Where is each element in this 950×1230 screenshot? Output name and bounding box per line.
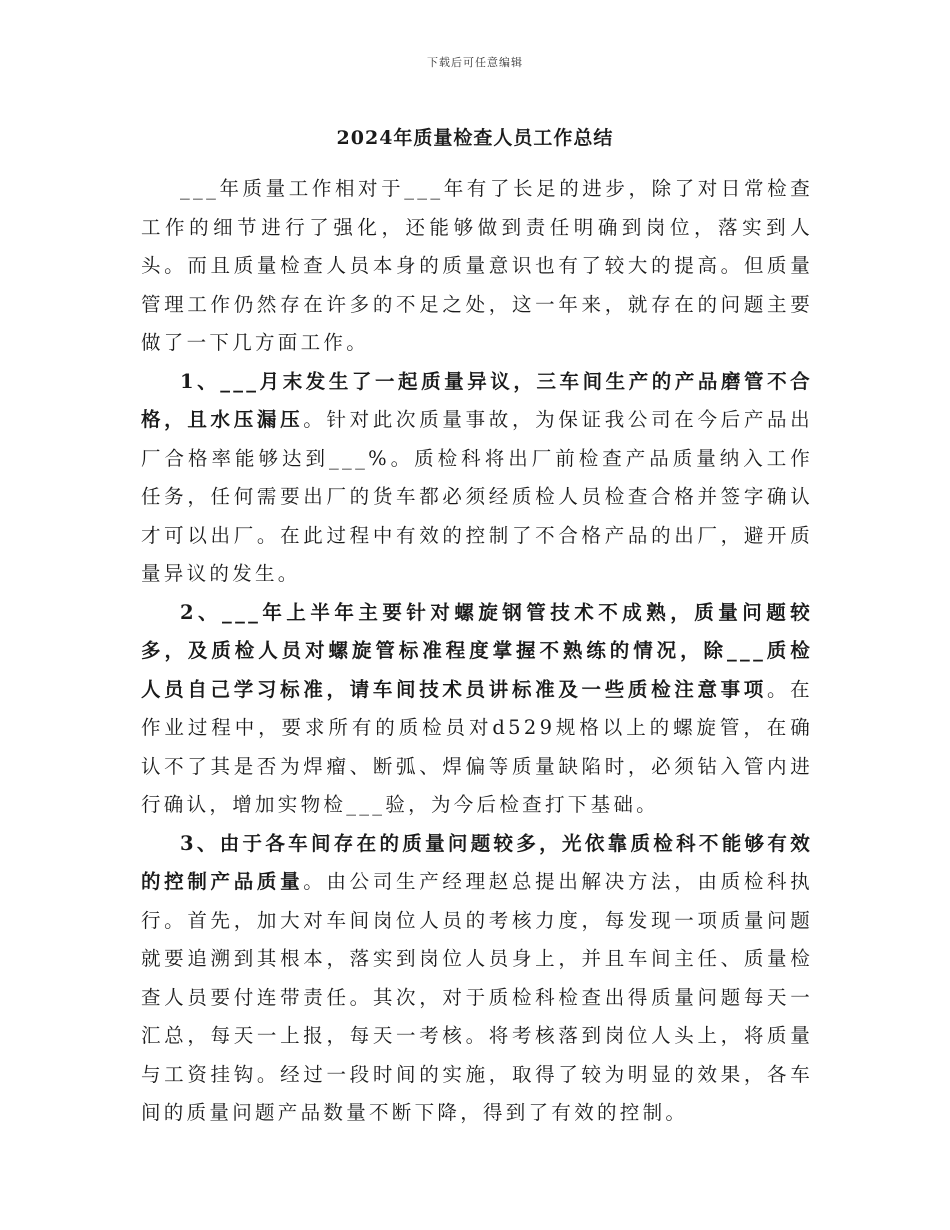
item-3-paragraph xyxy=(141,825,813,1133)
paragraph-text: ___年质量工作相对于___年有了长足的进步，除了对日常检查工作的细节进行了强化，还能够做到责任明确到岗位，落实到人头。而且质量检查人员本身的质量意识也有了较大的提高。但质量管理工作仍然存在许多的不足之处，这一年来，就存在的问题主要做了一下几方面工作。 xyxy=(141,177,813,354)
item-2-paragraph xyxy=(141,594,813,825)
item-1-lead: 1、___月末发生了一起质量异议，三车间生产的产品磨管不合格，且水压漏压 xyxy=(141,369,813,431)
header-note: 下载后可任意编辑 xyxy=(427,56,523,69)
item-2-lead: 2、___年上半年主要针对螺旋钢管技术不成熟，质量问题较多，及质检人员对螺旋管标准程度掌握不熟练的情况，除___质检人员自己学习标准，请车间技术员讲标准及一些质检注意事项 xyxy=(141,600,814,701)
item-2-text: 。在作业过程中，要求所有的质检员对d529规格以上的螺旋管，在确认不了其是否为焊瘤、断弧、焊偏等质量缺陷时，必须钻入管内进行确认，增加实物检___验，为今后检查打下基础。 xyxy=(141,677,813,816)
item-1-paragraph xyxy=(141,363,813,594)
intro-paragraph xyxy=(141,170,813,363)
item-3-lead: 3、由于各车间存在的质量问题较多，光依靠质检科不能够有效的控制产品质量 xyxy=(141,831,813,893)
item-3-text: 。由公司生产经理赵总提出解决方法，由质检科执行。首先，加大对车间岗位人员的考核力度，每发现一项质量问题就要追溯到其根本，落实到岗位人员身上，并且车间主任、质量检查人员要付连带责任。其次，对于质检科检查出得质量问题每天一汇总，每天一上报，每天一考核。将考核落到岗位人头上，将质量与工资挂钩。经过一段时间的实施，取得了较为明显的效果，各车间的质量问题产品数量不断下降，得到了有效的控制。 xyxy=(141,870,813,1124)
item-1-text: 。针对此次质量事故，为保证我公司在今后产品出厂合格率能够达到___%。质检科将出厂前检查产品质量纳入工作任务，任何需要出厂的货车都必须经质检人员检查合格并签字确认才可以出厂。在此过程中有效的控制了不合格产品的出厂，避开质量异议的发生。 xyxy=(141,408,813,585)
document-body xyxy=(141,170,813,1133)
document-title: 2024年质量检查人员工作总结 xyxy=(336,127,614,149)
